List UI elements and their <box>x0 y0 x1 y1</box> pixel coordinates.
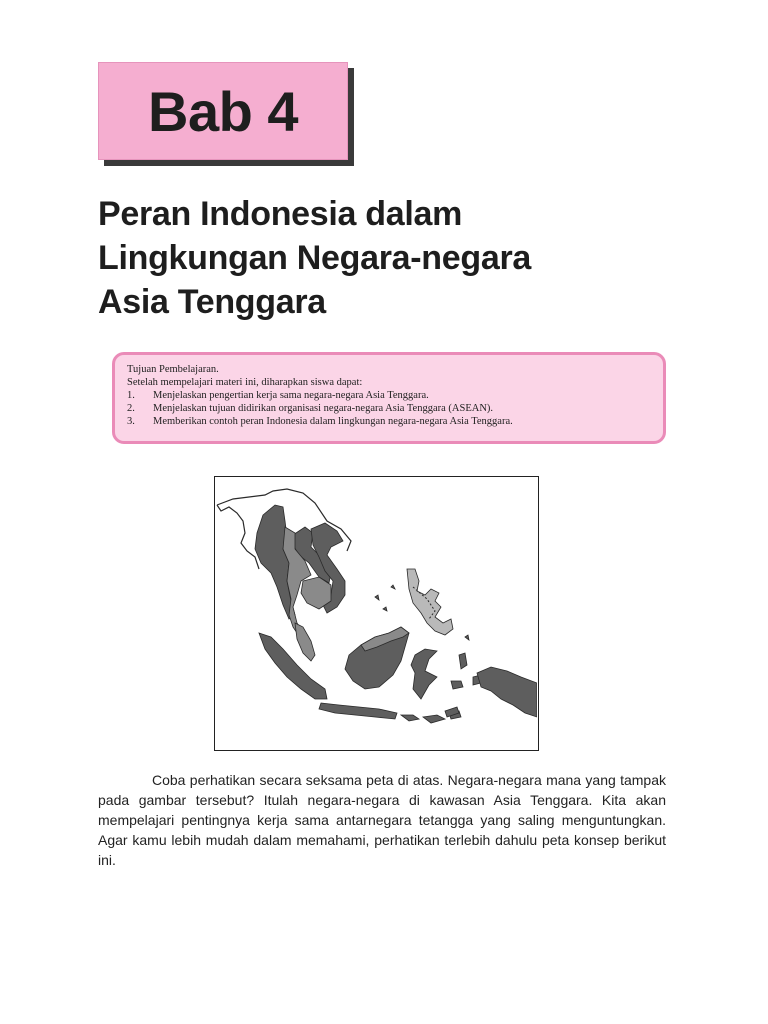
intro-paragraph <box>98 770 666 870</box>
objective-number: 2. <box>127 403 135 414</box>
chapter-title-line: Peran Indonesia dalam <box>98 195 463 233</box>
map-country-malaysia-peninsula <box>295 623 315 661</box>
objective-item <box>127 402 651 415</box>
map-country-philippines <box>407 569 453 635</box>
objectives-intro: Setelah mempelajari materi ini, diharapkan siswa dapat: <box>127 377 363 388</box>
map-islands-maluku <box>451 653 481 689</box>
chapter-title-line: Lingkungan Negara-negara <box>98 239 531 277</box>
map-illustration <box>215 477 537 749</box>
map-coast-west <box>217 505 259 569</box>
chapter-label: Bab 4 <box>148 79 298 143</box>
map-island-sulawesi <box>411 649 437 699</box>
objective-number: 3. <box>127 416 135 427</box>
chapter-badge <box>98 62 348 160</box>
objective-text: Menjelaskan tujuan didirikan organisasi negara-negara Asia Tenggara (ASEAN). <box>153 403 494 414</box>
map-island-sumatra <box>259 633 327 699</box>
chapter-title-line: Asia Tenggara <box>98 283 326 321</box>
objectives-heading: Tujuan Pembelajaran. <box>127 364 219 375</box>
learning-objectives-box <box>112 352 666 444</box>
map-country-cambodia <box>301 577 331 609</box>
map-island-java <box>319 703 397 719</box>
objective-item <box>127 389 651 402</box>
intro-paragraph-text: Coba perhatikan secara seksama peta di atas. Negara-negara mana yang tampak pada gambar tersebut? Itulah negara-negara di kawasan Asia Tenggara. Kita akan mempelajari pentingnya kerja sama antarnegara tetangga yang saling menguntungkan. Agar kamu lebih mudah dalam memahami, perhatikan terlebih dahulu peta konsep berikut ini. <box>98 772 666 868</box>
map-island-papua <box>477 667 537 717</box>
objectives-list <box>127 389 651 428</box>
objective-text: Memberikan contoh peran Indonesia dalam lingkungan negara-negara Asia Tenggara. <box>153 416 513 427</box>
objective-text: Menjelaskan pengertian kerja sama negara-negara Asia Tenggara. <box>153 390 429 401</box>
chapter-title <box>98 192 698 324</box>
objective-item <box>127 415 651 428</box>
southeast-asia-map <box>214 476 539 751</box>
objective-number: 1. <box>127 390 135 401</box>
